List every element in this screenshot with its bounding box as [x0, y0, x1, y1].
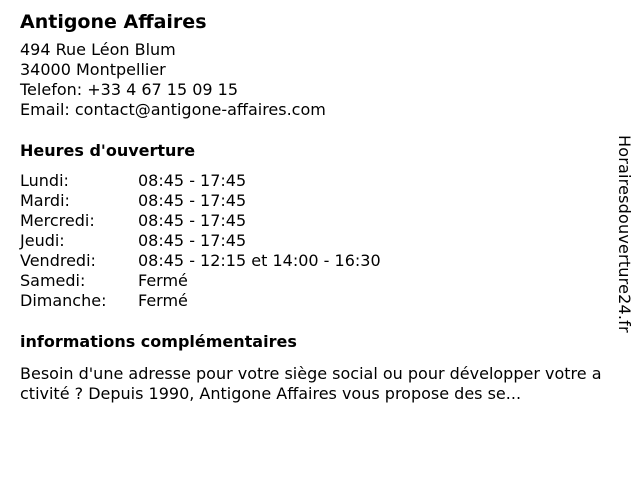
- business-card: [20, 10, 610, 404]
- day-label: Dimanche:: [20, 291, 107, 310]
- day-label: Jeudi:: [20, 231, 65, 250]
- hours-row-friday: [20, 251, 610, 271]
- site-watermark: Horairesdouverture24.fr: [615, 135, 634, 333]
- day-hours: 08:45 - 17:45: [138, 211, 247, 230]
- hours-row-wednesday: [20, 211, 610, 231]
- day-hours: 08:45 - 17:45: [138, 231, 247, 250]
- day-hours: 08:45 - 17:45: [138, 171, 247, 190]
- business-name: Antigone Affaires: [20, 11, 207, 33]
- opening-hours-title: Heures d'ouverture: [20, 141, 196, 160]
- day-label: Mercredi:: [20, 211, 95, 230]
- additional-info-title: informations complémentaires: [20, 332, 297, 351]
- day-label: Mardi:: [20, 191, 70, 210]
- day-hours: 08:45 - 12:15 et 14:00 - 16:30: [138, 251, 381, 270]
- hours-row-saturday: [20, 271, 610, 291]
- phone-number: Telefon: +33 4 67 15 09 15: [20, 80, 239, 99]
- address-line-1: 494 Rue Léon Blum: [20, 40, 176, 59]
- email-address: Email: contact@antigone-affaires.com: [20, 100, 326, 119]
- hours-row-monday: [20, 171, 610, 191]
- day-hours: Fermé: [138, 271, 188, 290]
- day-label: Lundi:: [20, 171, 69, 190]
- opening-hours-table: [20, 171, 610, 311]
- day-hours: Fermé: [138, 291, 188, 310]
- hours-row-sunday: [20, 291, 610, 311]
- day-label: Samedi:: [20, 271, 86, 290]
- day-label: Vendredi:: [20, 251, 96, 270]
- address-line-2: 34000 Montpellier: [20, 60, 166, 79]
- additional-info-text: Besoin d'une adresse pour votre siège social ou pour développer votre activité ? Depuis 1990, Antigone Affaires vous propose des se...: [20, 364, 602, 403]
- hours-row-tuesday: [20, 191, 610, 211]
- hours-row-thursday: [20, 231, 610, 251]
- day-hours: 08:45 - 17:45: [138, 191, 247, 210]
